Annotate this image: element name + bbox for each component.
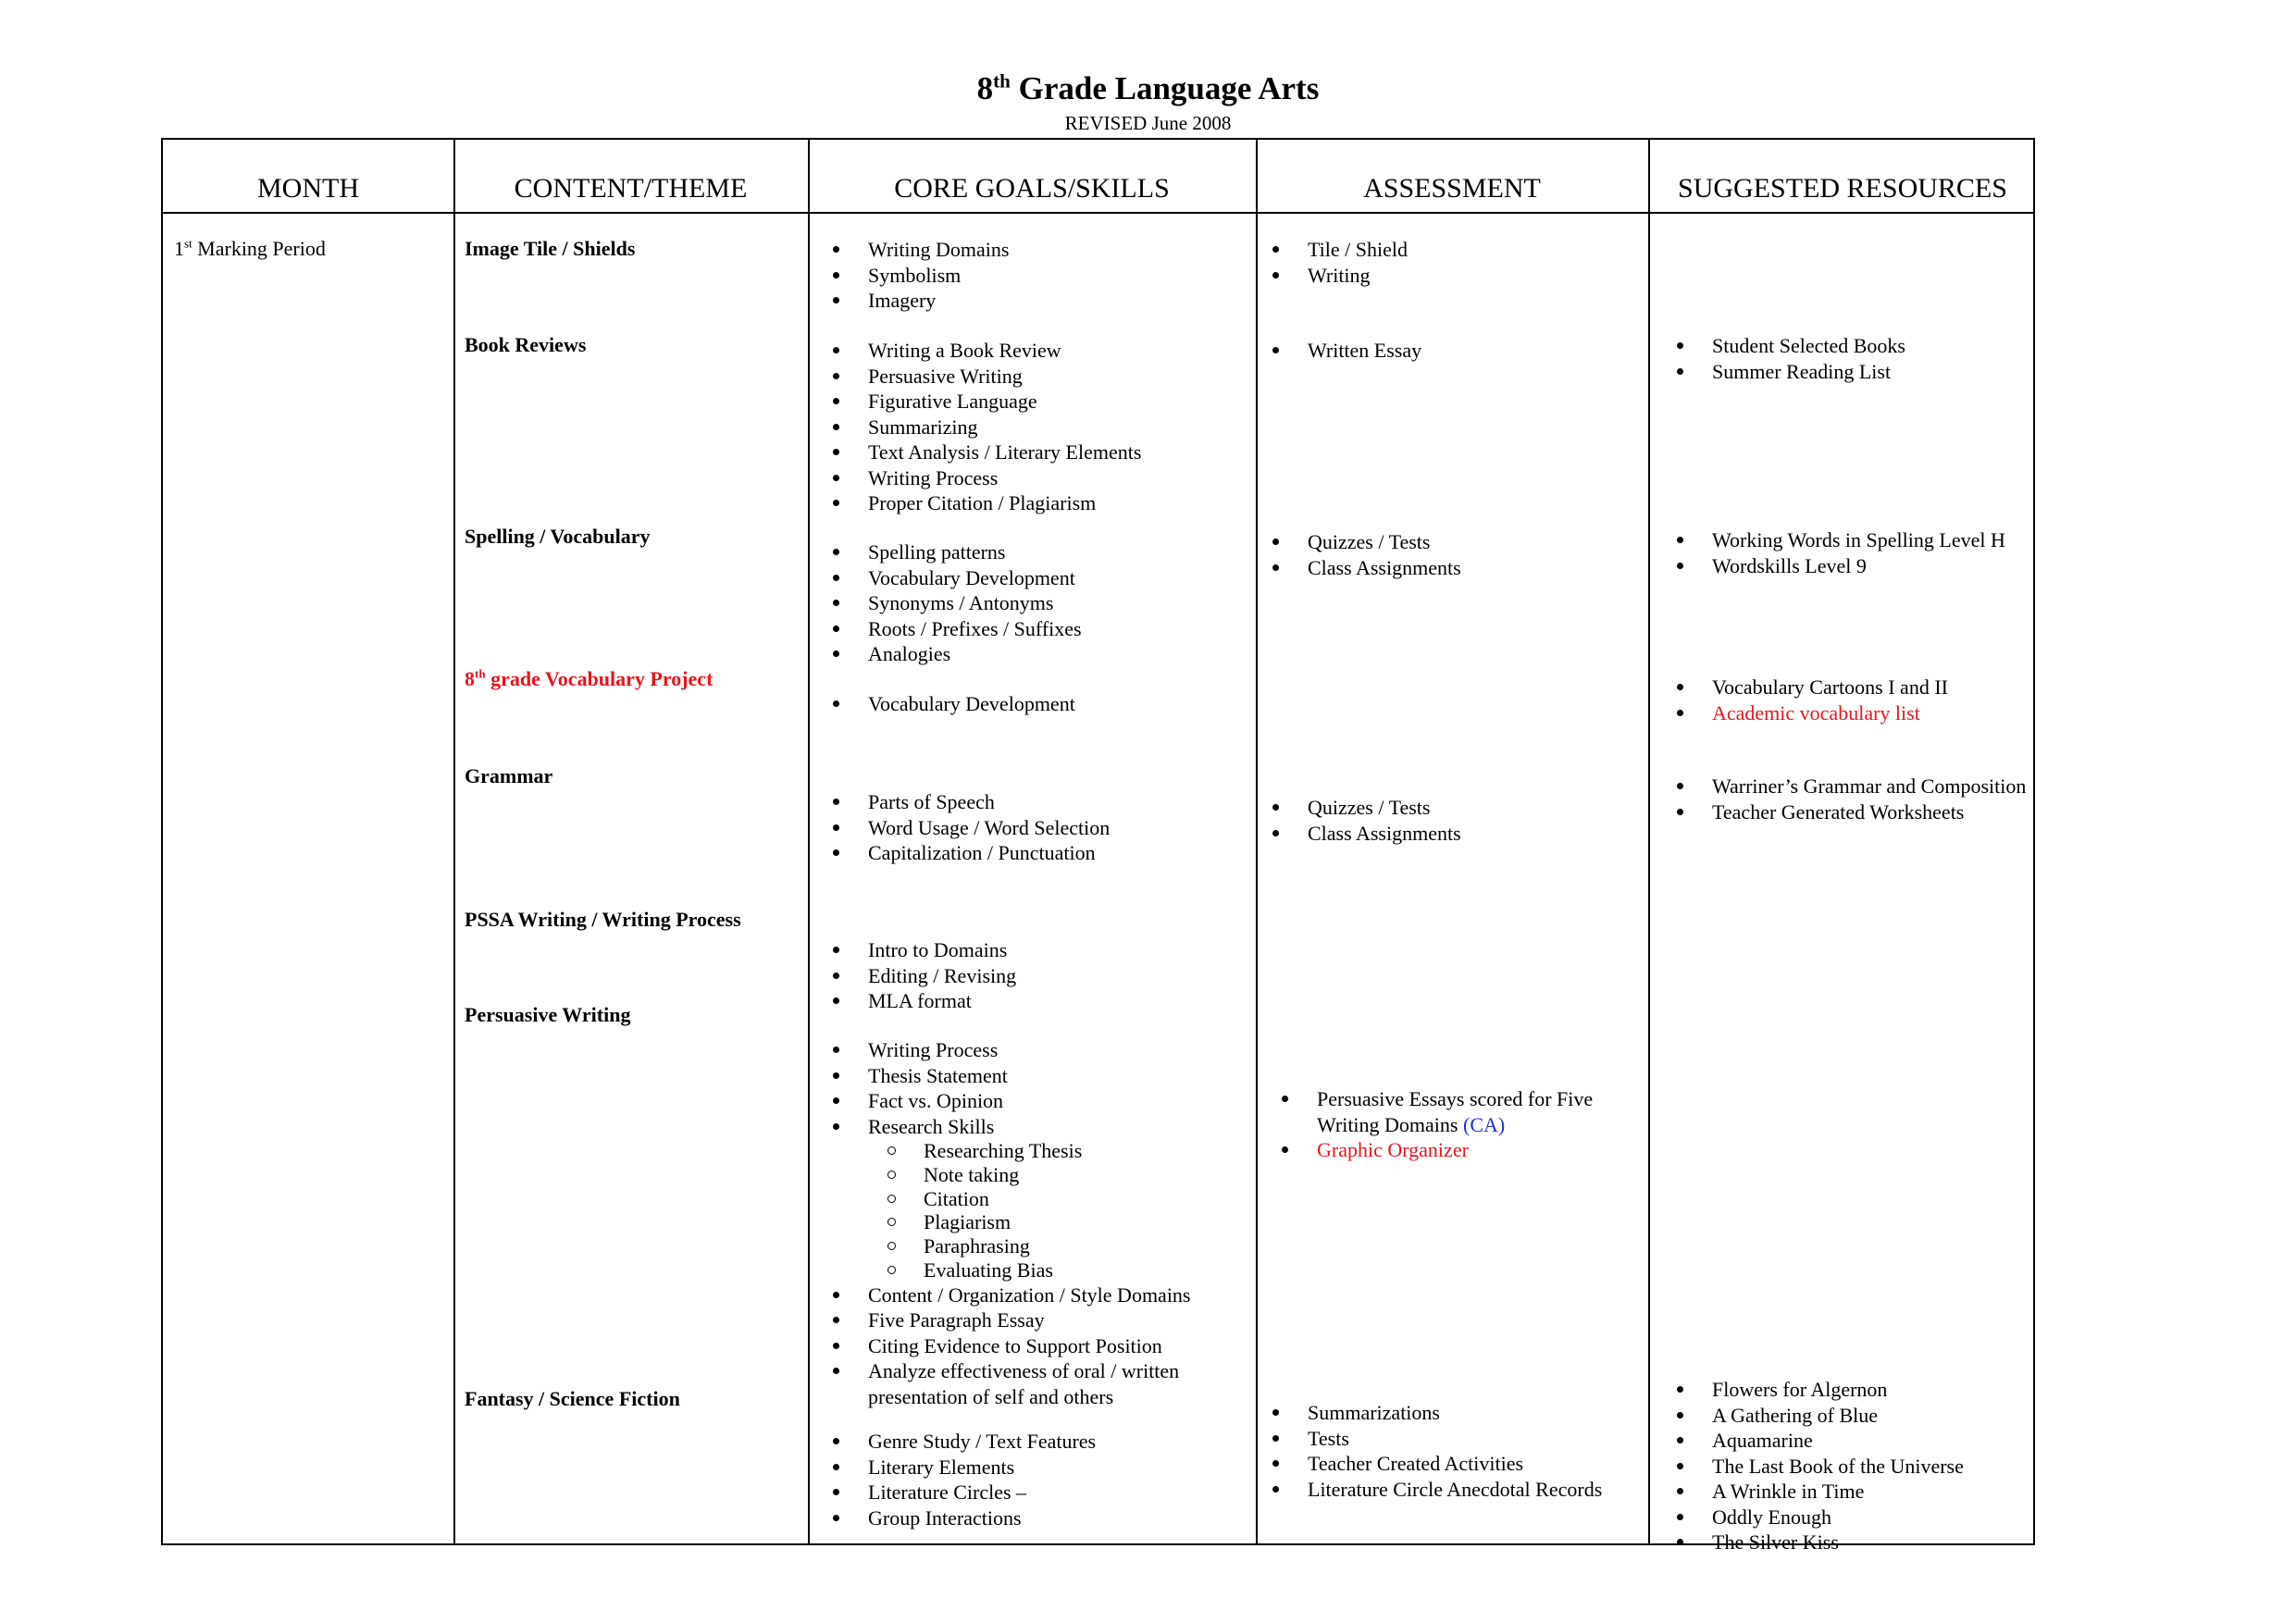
page-title xyxy=(0,70,2296,107)
resources-list-book-reviews xyxy=(1673,333,1905,384)
list-item: Research Skills xyxy=(829,1114,1191,1140)
assessment-list-grammar xyxy=(1269,795,1461,846)
list-item: Figurative Language xyxy=(829,389,1141,415)
list-item: Imagery xyxy=(829,288,1010,314)
core-list-fantasy xyxy=(829,1429,1096,1530)
header-suggested-resources: SUGGESTED RESOURCES xyxy=(1678,173,2007,204)
list-item: Written Essay xyxy=(1269,338,1421,364)
list-item: Summarizations xyxy=(1269,1400,1602,1426)
list-item: Teacher Generated Worksheets xyxy=(1673,799,2026,825)
sub-list-item: Citation xyxy=(829,1187,1191,1211)
list-item: Teacher Created Activities xyxy=(1269,1451,1602,1477)
vocab-project-label: grade Vocabulary Project xyxy=(490,667,714,690)
header-assessment: ASSESSMENT xyxy=(1363,173,1541,204)
header-content-theme: CONTENT/THEME xyxy=(514,173,748,204)
list-item: Symbolism xyxy=(829,263,1010,289)
persuasive-essay-text: Persuasive Essays scored for Five Writing Domains xyxy=(1317,1087,1594,1136)
column-divider xyxy=(808,140,810,1543)
column-divider xyxy=(453,140,455,1543)
list-item: Tile / Shield xyxy=(1269,237,1408,263)
list-item: Parts of Speech xyxy=(829,789,1110,815)
sub-list-item: Plagiarism xyxy=(829,1210,1191,1234)
list-item: Vocabulary Development xyxy=(829,565,1082,591)
list-item: Wordskills Level 9 xyxy=(1673,553,2005,579)
topic-spelling-vocabulary: Spelling / Vocabulary xyxy=(465,525,651,548)
core-list-book-reviews xyxy=(829,338,1141,516)
sub-list-item: Evaluating Bias xyxy=(829,1258,1191,1282)
list-item: Warriner’s Grammar and Composition xyxy=(1673,774,2026,799)
list-item: Genre Study / Text Features xyxy=(829,1429,1096,1455)
sub-list-item: Note taking xyxy=(829,1163,1191,1187)
list-item: Writing xyxy=(1269,263,1408,289)
vocab-project-suffix: th xyxy=(475,666,486,681)
header-month: MONTH xyxy=(257,173,359,204)
list-item: Oddly Enough xyxy=(1673,1505,1964,1530)
month-ordinal: 1 xyxy=(174,237,184,260)
ca-tag: (CA) xyxy=(1463,1112,1506,1136)
list-item: Writing Domains xyxy=(829,237,1010,263)
persuasive-skills-continued xyxy=(829,1282,1191,1410)
marking-period xyxy=(174,236,326,262)
list-item: A Gathering of Blue xyxy=(1673,1403,1964,1429)
list-item: Student Selected Books xyxy=(1673,333,1905,359)
list-item: The Last Book of the Universe xyxy=(1673,1454,1964,1480)
list-item: A Wrinkle in Time xyxy=(1673,1479,1964,1505)
topic-pssa-writing: PSSA Writing / Writing Process xyxy=(465,908,741,931)
list-item: Content / Organization / Style Domains xyxy=(829,1282,1191,1308)
list-item: Group Interactions xyxy=(829,1505,1096,1531)
list-item: Literature Circle Anecdotal Records xyxy=(1269,1477,1602,1503)
topic-persuasive-writing: Persuasive Writing xyxy=(465,1003,631,1026)
list-item: Working Words in Spelling Level H xyxy=(1673,527,2005,553)
topic-image-tile: Image Tile / Shields xyxy=(465,237,636,260)
header-divider xyxy=(163,212,2033,214)
resources-list-spelling xyxy=(1673,527,2005,578)
list-item: Writing Process xyxy=(829,1037,1191,1063)
assessment-list-persuasive xyxy=(1278,1086,1622,1163)
topic-fantasy-science-fiction: Fantasy / Science Fiction xyxy=(465,1387,680,1410)
list-item: Roots / Prefixes / Suffixes xyxy=(829,616,1082,642)
core-list-grammar xyxy=(829,789,1110,866)
list-item: Class Assignments xyxy=(1269,555,1461,581)
list-item: The Silver Kiss xyxy=(1673,1530,1964,1555)
list-item: Analogies xyxy=(829,641,1082,667)
assessment-list-fantasy xyxy=(1269,1400,1602,1502)
list-item: Vocabulary Cartoons I and II xyxy=(1673,675,1948,700)
vocab-project-ordinal: 8 xyxy=(465,667,475,690)
list-item: Aquamarine xyxy=(1673,1428,1964,1454)
curriculum-table xyxy=(161,138,2035,1554)
list-item: Graphic Organizer xyxy=(1278,1137,1622,1163)
topic-grammar: Grammar xyxy=(465,764,553,787)
list-item: Academic vocabulary list xyxy=(1673,700,1948,726)
list-item: Word Usage / Word Selection xyxy=(829,815,1110,841)
persuasive-skills xyxy=(829,1037,1191,1139)
list-item: Citing Evidence to Support Position xyxy=(829,1333,1191,1359)
list-item: MLA format xyxy=(829,988,1016,1014)
column-divider xyxy=(1648,140,1650,1543)
list-item: Proper Citation / Plagiarism xyxy=(829,490,1141,516)
list-item: Summarizing xyxy=(829,415,1141,440)
list-item: Writing a Book Review xyxy=(829,338,1141,364)
column-divider xyxy=(1256,140,1258,1543)
sub-list-item: Researching Thesis xyxy=(829,1139,1191,1163)
list-item: Synonyms / Antonyms xyxy=(829,590,1082,616)
core-list-persuasive xyxy=(829,1037,1191,1409)
list-item: Persuasive Writing xyxy=(829,364,1141,390)
assessment-list-image-tile xyxy=(1269,237,1408,288)
list-item: Writing Process xyxy=(829,465,1141,491)
assessment-list-book-reviews xyxy=(1269,338,1421,364)
resources-list-fantasy xyxy=(1673,1377,1964,1555)
list-item: Thesis Statement xyxy=(829,1063,1191,1089)
topic-vocabulary-project xyxy=(465,666,713,692)
header-core-goals: CORE GOALS/SKILLS xyxy=(894,173,1170,204)
list-item: Spelling patterns xyxy=(829,539,1082,565)
title-text: Grade Language Arts xyxy=(1018,70,1320,106)
title-ordinal: 8 xyxy=(976,70,994,106)
list-item xyxy=(1278,1086,1622,1137)
list-item: Tests xyxy=(1269,1426,1602,1452)
resources-list-vocab-project xyxy=(1673,675,1948,725)
core-list-vocab-project xyxy=(829,691,1075,717)
list-item: Summer Reading List xyxy=(1673,359,1905,385)
list-item: Vocabulary Development xyxy=(829,691,1075,717)
list-item: Analyze effectiveness of oral / written presentation of self and others xyxy=(829,1358,1183,1409)
assessment-list-spelling xyxy=(1269,529,1461,580)
list-item: Editing / Revising xyxy=(829,963,1016,989)
research-skills-sublist xyxy=(829,1139,1191,1282)
list-item: Literary Elements xyxy=(829,1455,1096,1481)
list-item: Five Paragraph Essay xyxy=(829,1307,1191,1333)
topic-book-reviews: Book Reviews xyxy=(465,333,587,356)
core-list-spelling xyxy=(829,539,1082,667)
list-item: Quizzes / Tests xyxy=(1269,529,1461,555)
list-item: Fact vs. Opinion xyxy=(829,1088,1191,1114)
list-item: Flowers for Algernon xyxy=(1673,1377,1964,1403)
list-item: Text Analysis / Literary Elements xyxy=(829,440,1141,465)
revision-date: REVISED June 2008 xyxy=(1064,112,1232,134)
month-label: Marking Period xyxy=(197,237,326,260)
list-item: Literature Circles – xyxy=(829,1480,1096,1505)
list-item: Capitalization / Punctuation xyxy=(829,840,1110,866)
title-suffix: th xyxy=(993,69,1011,93)
sub-list-item: Paraphrasing xyxy=(829,1234,1191,1258)
month-suffix: st xyxy=(184,236,192,251)
list-item: Quizzes / Tests xyxy=(1269,795,1461,821)
core-list-image-tile xyxy=(829,237,1010,314)
core-list-pssa xyxy=(829,937,1016,1014)
list-item: Intro to Domains xyxy=(829,937,1016,963)
resources-list-grammar xyxy=(1673,774,2026,824)
list-item: Class Assignments xyxy=(1269,821,1461,847)
